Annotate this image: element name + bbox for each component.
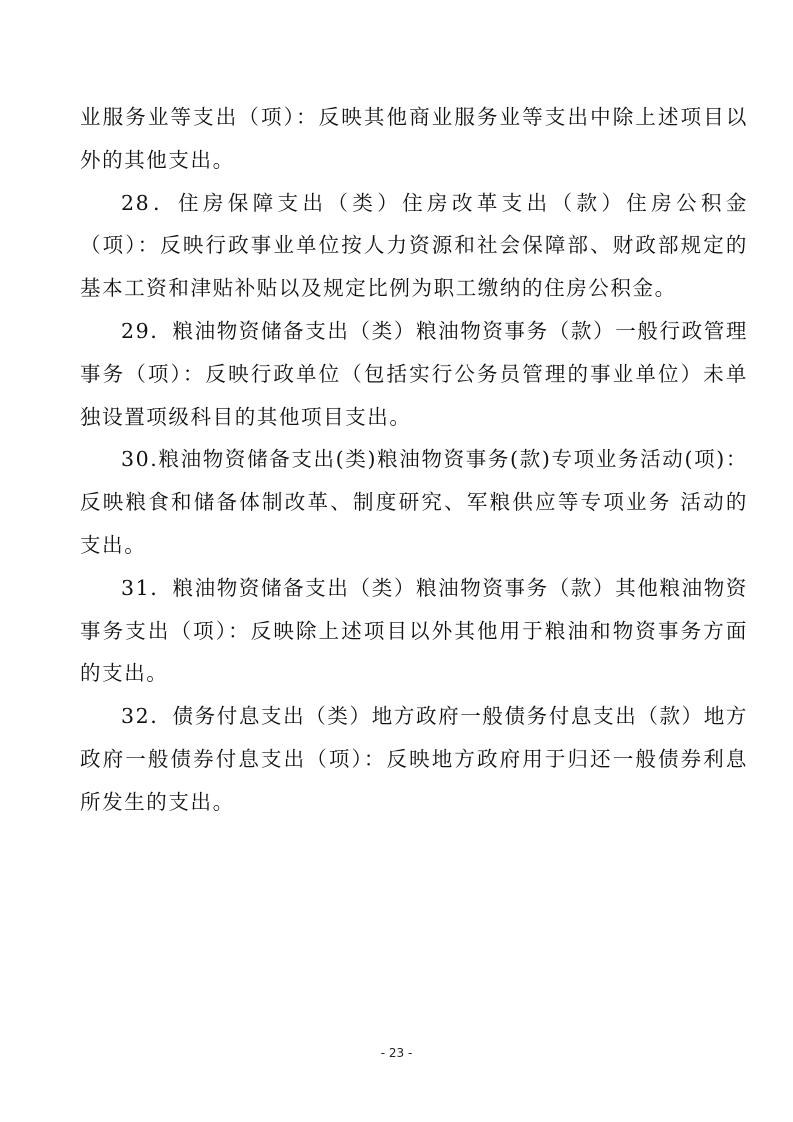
page-number: - 23 - [380, 1046, 413, 1060]
document-body [80, 96, 748, 824]
paragraph-item-32: 32．债务付息支出（类）地方政府一般债务付息支出（款）地方政府一般债券付息支出（项）：反映地方政府用于归还一般债券利息所发生的支出。 [80, 704, 748, 814]
paragraph-continuation: 业服务业等支出（项）：反映其他商业服务业等支出中除上述项目以外的其他支出。 [80, 105, 748, 172]
paragraph-item-31: 31．粮油物资储备支出（类）粮油物资事务（款）其他粮油物资事务支出（项）：反映除上述项目以外其他用于粮油和物资事务方面的支出。 [80, 575, 748, 686]
paragraph-item-30: 30.粮油物资储备支出(类)粮油物资事务(款)专项业务活动(项)：反映粮食和储备体制改革、制度研究、军粮供应等专项业务 活动的支出。 [80, 447, 748, 557]
paragraph-item-29: 29．粮油物资储备支出（类）粮油物资事务（款）一般行政管理事务（项）：反映行政单位（包括实行公务员管理的事业单位）未单独设置项级科目的其他项目支出。 [80, 318, 748, 429]
paragraph-item-28: 28．住房保障支出（类）住房改革支出（款）住房公积金（项）：反映行政事业单位按人力资源和社会保障部、财政部规定的 基本工资和津贴补贴以及规定比例为职工缴纳的住房公积金。 [80, 190, 748, 301]
